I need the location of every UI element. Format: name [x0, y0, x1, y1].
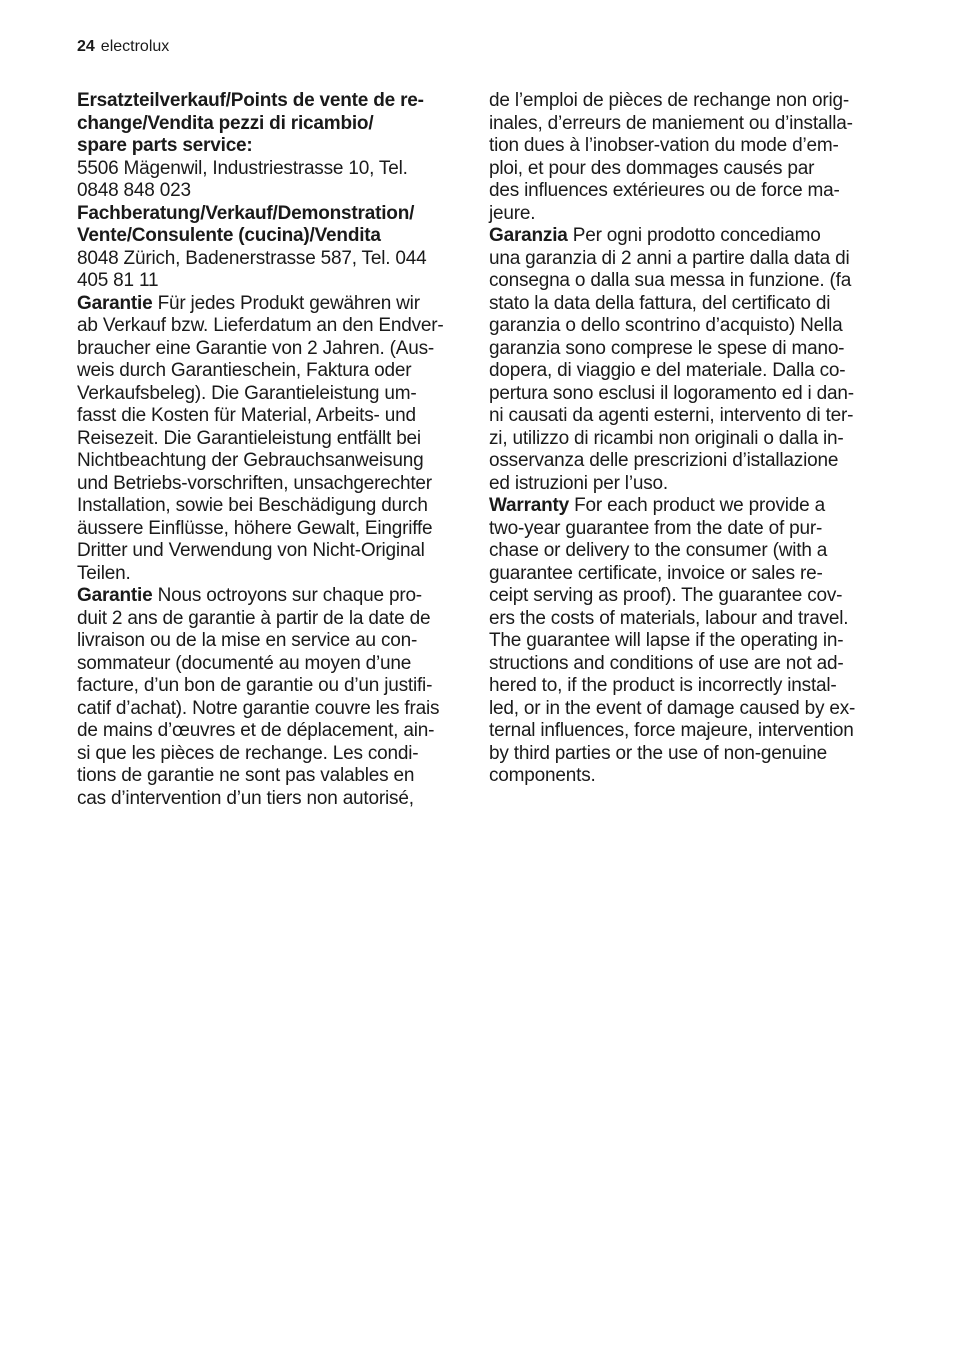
brand-name: electrolux	[100, 38, 170, 55]
garantie-de-text: Für jedes Produkt gewähren wir ab Verkauf bzw. Lieferdatum an den Endver- braucher eine Garantie von 2 Jahren. (Aus- weis durch Garantieschein, Faktura oder Verkaufsbeleg). Die Garantieleistung um- fasst die Kosten für Material, Arbeits- und Reisezeit. Die Garantieleistung entfällt bei Nichtbeachtung der Gebrauchsanweisung und Betriebs-vorschriften, unsachgerechter Installation, sowie bei Beschädigung durch äussere Einflüsse, höhere Gewalt, Eingriffe Dritter und Verwendung von Nicht-Original Teilen.	[77, 292, 444, 584]
spare-parts-heading: Ersatzteilverkauf/Points de vente de re- change/Vendita pezzi di ricambio/ spare parts service:	[77, 90, 424, 156]
warranty-paragraph	[489, 495, 885, 788]
garanzia-paragraph	[489, 225, 885, 495]
spare-parts-address: 5506 Mägenwil, Industriestrasse 10, Tel. 0848 848 023	[77, 157, 408, 201]
left-column	[77, 90, 473, 810]
garantie-de-label: Garantie	[77, 292, 153, 314]
consulting-address: 8048 Zürich, Badenerstrasse 587, Tel. 044 405 81 11	[77, 247, 427, 291]
consulting-heading: Fachberatung/Verkauf/Demonstration/ Vente/Consulente (cucina)/Vendita	[77, 202, 415, 246]
garanzia-label: Garanzia	[489, 225, 568, 246]
page-number: 24	[77, 38, 95, 55]
garantie-fr-continued: de l’emploi de pièces de rechange non orig- inales, d’erreurs de maniement ou d’installa- tion dues à l’inobser-vation du mode d’em- ploi, et pour des dommages causés par des influences extérieures ou de force ma- jeure.	[489, 90, 853, 224]
page-header	[77, 37, 169, 57]
warranty-label: Warranty	[489, 495, 570, 516]
garantie-fr-label: Garantie	[77, 585, 153, 606]
garanzia-text: Per ogni prodotto concediamo una garanzia di 2 anni a partire dalla data di consegna o dalla sua messa in funzione. (fa stato la data della fattura, del certificato di garanzia o dello scontrino d’acquisto) Nella garanzia sono comprese le spese di mano- dopera, di viaggio e del materiale. Dalla co- pertura sono esclusi il logoramento ed i dan- ni causati da agenti esterni, intervento di ter- zi, utilizzo di ricambi non originali o dalla in- osservanza delle prescrizioni d’istallazione ed istruzioni per l’uso.	[489, 225, 854, 494]
garantie-fr-paragraph	[77, 585, 473, 810]
garantie-de-paragraph	[77, 293, 473, 586]
garantie-fr-text: Nous octroyons sur chaque pro- duit 2 ans de garantie à partir de la date de livraison ou de la mise en service au con- sommateur (documenté au moyen d’une facture, d’un bon de garantie ou d’un justifi- catif d’achat). Notre garantie couvre les frais de mains d’œuvres et de déplacement, ain- si que les pièces de rechange. Les condi- tions de garantie ne sont pas valables en cas d’intervention d’un tiers non autorisé,	[77, 585, 440, 809]
right-column	[489, 90, 885, 788]
warranty-text: For each product we provide a two-year guarantee from the date of pur- chase or delivery to the consumer (with a guarantee certificate, invoice or sales re- ceipt serving as proof). The guarantee cov- ers the costs of materials, labour and travel. The guarantee will lapse if the operating in- structions and conditions of use are not ad- hered to, if the product is incorrectly instal- led, or in the event of damage caused by ex- ternal influences, force majeure, intervention by third parties or the use of non-genuine components.	[489, 495, 856, 786]
